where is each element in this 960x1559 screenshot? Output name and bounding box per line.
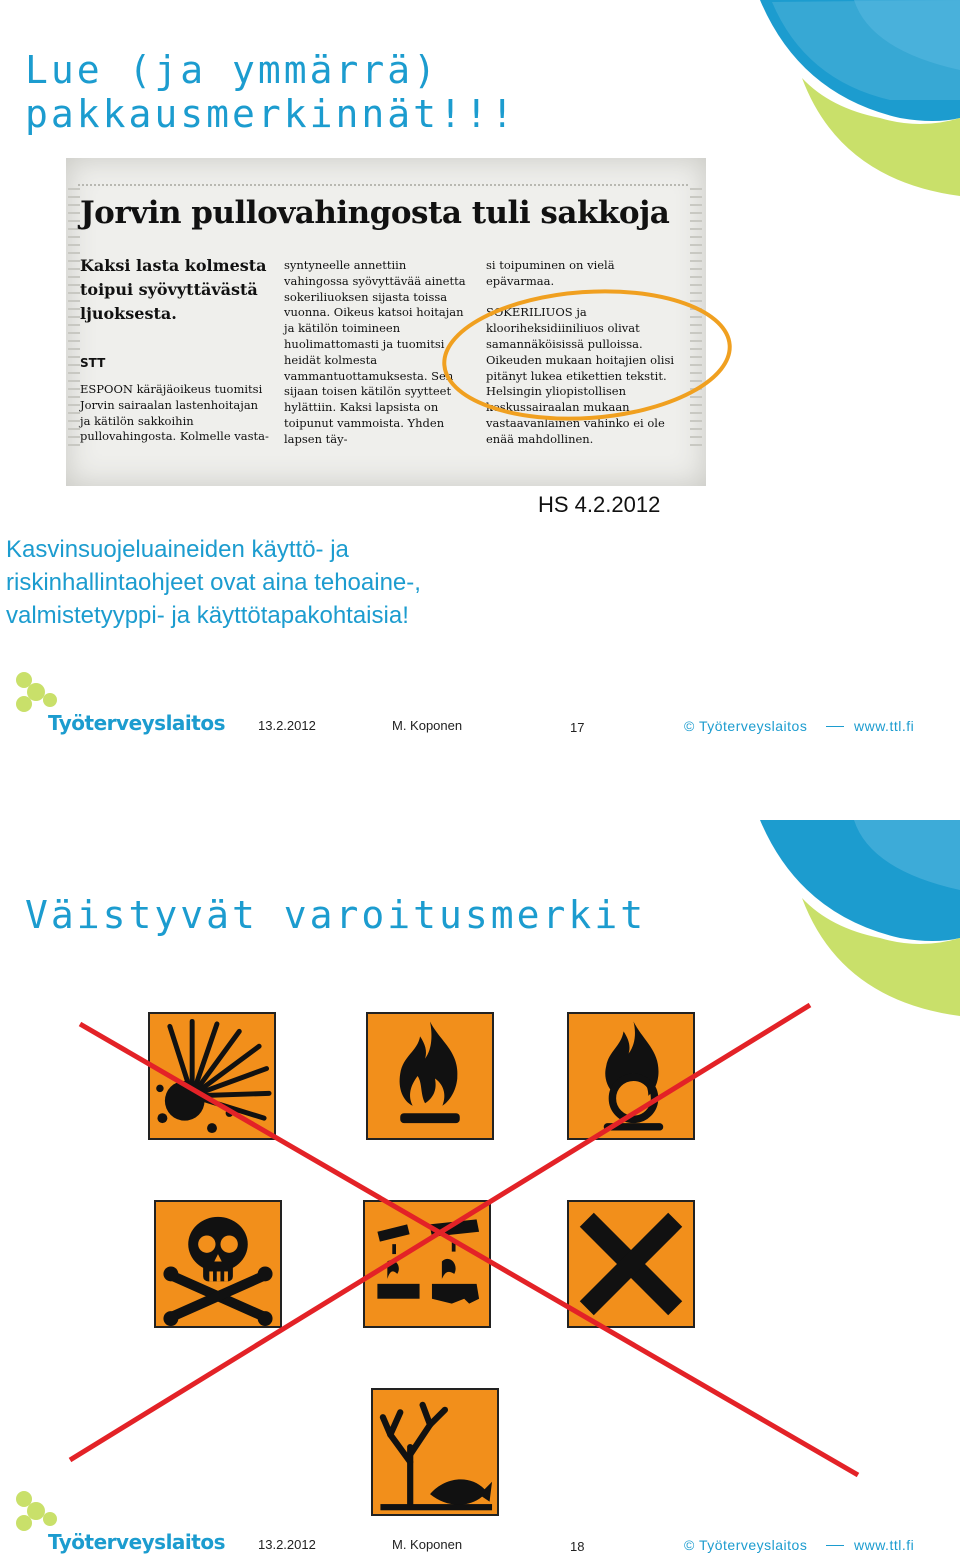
source-label: HS 4.2.2012	[538, 492, 661, 517]
slide-note: Kasvinsuojeluaineiden käyttö- ja riskinhallintaohjeet ovat aina tehoaine-, valmistetyyppi- ja käyttötapakohtaisia!	[6, 536, 421, 629]
footer-copyright: © Työterveyslaitos	[684, 718, 808, 734]
title-line-1: Lue (ja ymmärrä)	[25, 48, 440, 92]
ttl-logo-text: Työterveyslaitos	[48, 1530, 225, 1554]
footer-date: 13.2.2012	[258, 1537, 316, 1552]
footer-copyright: © Työterveyslaitos	[684, 1537, 808, 1553]
ttl-logo-icon	[16, 1491, 57, 1531]
ttl-logo-text: Työterveyslaitos	[48, 711, 225, 735]
toxic-symbol	[154, 1200, 282, 1328]
corner-decoration	[720, 800, 960, 1000]
title-line-2: pakkausmerkinnät!!!	[25, 92, 517, 136]
footer-page-number: 18	[570, 1539, 585, 1554]
oxidizing-symbol	[567, 1012, 695, 1140]
clipping-column-3	[486, 258, 676, 448]
clipping-agency: STT	[80, 356, 106, 370]
ttl-logo	[10, 670, 225, 735]
harmful-symbol	[567, 1200, 695, 1328]
ttl-logo-icon	[16, 672, 57, 712]
flammable-symbol	[366, 1012, 494, 1140]
footer-author: M. Koponen	[392, 1537, 463, 1552]
clipping-column-2: syntyneelle annettiin vahingossa syövyttävää ainetta sokeriliuoksen sijasta toissa vuonna. Oikeus katsoi hoitajan ja kätilön toimineen huolimattomasti ja tuomitsi heidät kolmesta vammantuottamuksesta. Sen sijaan toisen kätilön syytteet hylättiin. Kaksi lapsista on toipunut vammoista. Yhden lapsen täy-	[284, 258, 466, 446]
clipping-headline: Jorvin pullovahingosta tuli sakkoja	[80, 195, 670, 231]
footer-page-number: 17	[570, 720, 585, 735]
x-cross-icon	[569, 1202, 693, 1326]
clipping-faint-text	[78, 164, 688, 186]
explosive-symbol	[148, 1012, 276, 1140]
footer-url[interactable]: www.ttl.fi	[854, 718, 915, 734]
explosion-icon	[150, 1014, 274, 1138]
clipping-column-1: ESPOON käräjäoikeus tuomitsi Jorvin sairaalan lastenhoitajan ja kätilön sakkoihin pullovahingosta. Kolmelle vasta-	[80, 382, 269, 444]
ttl-logo	[10, 1489, 225, 1554]
clipping-column-3-top: si toipuminen on vielä epävarmaa.	[486, 258, 615, 288]
corner-decoration	[720, 0, 960, 200]
slide-title	[25, 48, 517, 136]
flame-icon	[368, 1014, 492, 1138]
footer	[0, 670, 960, 740]
clipping-faint-column	[68, 188, 80, 448]
footer-url[interactable]: www.ttl.fi	[854, 1537, 915, 1553]
clipping-column-3-bottom: SOKERILIUOS ja klooriheksidiiniliuos olivat samannäköisissä pulloissa. Oikeuden mukaan hoitajien olisi pitänyt lukea etikettien tekstit. Helsingin yliopistollisen keskussairaalan mukaan vastaavanlainen vahinko ei ole enää mahdollinen.	[486, 305, 675, 446]
footer-separator	[826, 726, 844, 727]
footer	[0, 1489, 960, 1559]
skull-crossbones-icon	[156, 1202, 280, 1326]
corrosion-icon	[365, 1202, 489, 1326]
corrosive-symbol	[363, 1200, 491, 1328]
newspaper-clipping	[66, 158, 706, 486]
footer-author: M. Koponen	[392, 718, 463, 733]
footer-date: 13.2.2012	[258, 718, 316, 733]
flame-over-circle-icon	[569, 1014, 693, 1138]
slide-18	[0, 800, 960, 1559]
clipping-lead: Kaksi lasta kolmesta toipui syövyttävästä ljuoksesta.	[80, 256, 267, 323]
footer-separator	[826, 1545, 844, 1546]
slide-title: Väistyvät varoitusmerkit	[25, 893, 647, 937]
